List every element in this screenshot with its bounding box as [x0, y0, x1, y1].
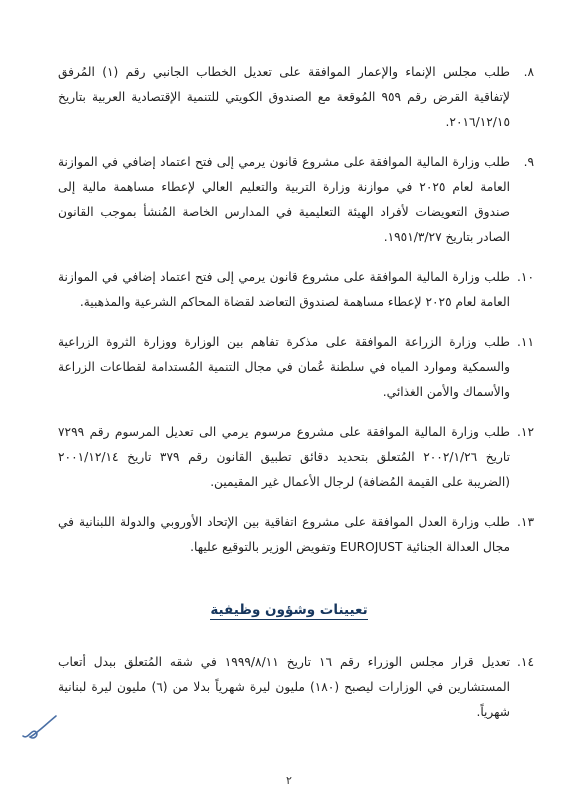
list-item: [58, 510, 534, 560]
section-heading: [0, 602, 578, 618]
item-number: ٩.: [523, 155, 534, 169]
item-text: طلب وزارة المالية الموافقة على مشروع قانون يرمي إلى فتح اعتماد إضافي في الموازنة العامة لعام ٢٠٢٥ في موازنة وزارة التربية والتعليم العالي لإعطاء مساهمة مالية إلى صندوق التعويضات لأفراد الهيئة التعليمية في المدارس الخاصة المُنشأ بموجب القانون الصادر بتاريخ ١٩٥١/٣/٢٧.: [58, 155, 510, 244]
item-text: طلب وزارة المالية الموافقة على مشروع مرسوم يرمي الى تعديل المرسوم رقم ٧٢٩٩ تاريخ ٢٠٠٢/١/٢٦ المُتعلق بتحديد دقائق تطبيق القانون رقم ٣٧٩ تاريخ ٢٠٠١/١٢/١٤ (الضريبة على القيمة المُضافة) لرجال الأعمال غير المقيمين.: [58, 425, 511, 489]
item-number: ١٣.: [517, 515, 534, 529]
list-item: [58, 265, 534, 315]
section-heading-text: تعيينات وشؤون وظيفية: [210, 602, 368, 618]
list-item: [58, 60, 534, 135]
item-text: طلب مجلس الإنماء والإعمار الموافقة على تعديل الخطاب الجانبي رقم (١) المُرفق لإتفاقية القرض رقم ٩٥٩ المُوقعة مع الصندوق الكويتي للتنمية الإقتصادية العربية بتاريخ ٢٠١٦/١٢/١٥.: [58, 65, 510, 129]
list-item: [58, 330, 534, 405]
handwritten-signature-icon: [20, 710, 60, 744]
agenda-items-top: [58, 60, 534, 575]
item-text: طلب وزارة المالية الموافقة على مشروع قانون يرمي إلى فتح اعتماد إضافي في الموازنة العامة لعام ٢٠٢٥ لإعطاء مساهمة لصندوق التعاضد لقضاة المحاكم الشرعية والمذهبية.: [58, 270, 510, 309]
item-number: ١٠.: [517, 270, 534, 284]
list-item: [58, 150, 534, 250]
item-number: ١١.: [517, 335, 534, 349]
item-number: ٨.: [523, 65, 534, 79]
list-item: [58, 420, 534, 495]
item-number: ١٤.: [517, 655, 534, 669]
list-item: [58, 650, 534, 725]
item-number: ١٢.: [517, 425, 534, 439]
page-number: ٢: [286, 774, 292, 787]
item-text: تعديل قرار مجلس الوزراء رقم ١٦ تاريخ ١٩٩٩/٨/١١ في شقه المُتعلق ببدل أتعاب المستشارين في الوزارات ليصبح (١٨٠) مليون ليرة شهرياً بدلا من (٦) مليون ليرة لبنانية شهرياً.: [58, 655, 511, 719]
item-text: طلب وزارة الزراعة الموافقة على مذكرة تفاهم بين الوزارة ووزارة الثروة الزراعية والسمكية وموارد المياه في سلطنة عُمان في مجال التنمية المُستدامة لقطاعات الزراعة والأسماك والأمن الغذائي.: [58, 335, 510, 399]
item-text: طلب وزارة العدل الموافقة على مشروع اتفاقية بين الإتحاد الأوروبي والدولة اللبنانية في مجال العدالة الجنائية EUROJUST وتفويض الوزير بالتوقيع عليها.: [58, 515, 510, 554]
agenda-items-bottom: [58, 650, 534, 740]
